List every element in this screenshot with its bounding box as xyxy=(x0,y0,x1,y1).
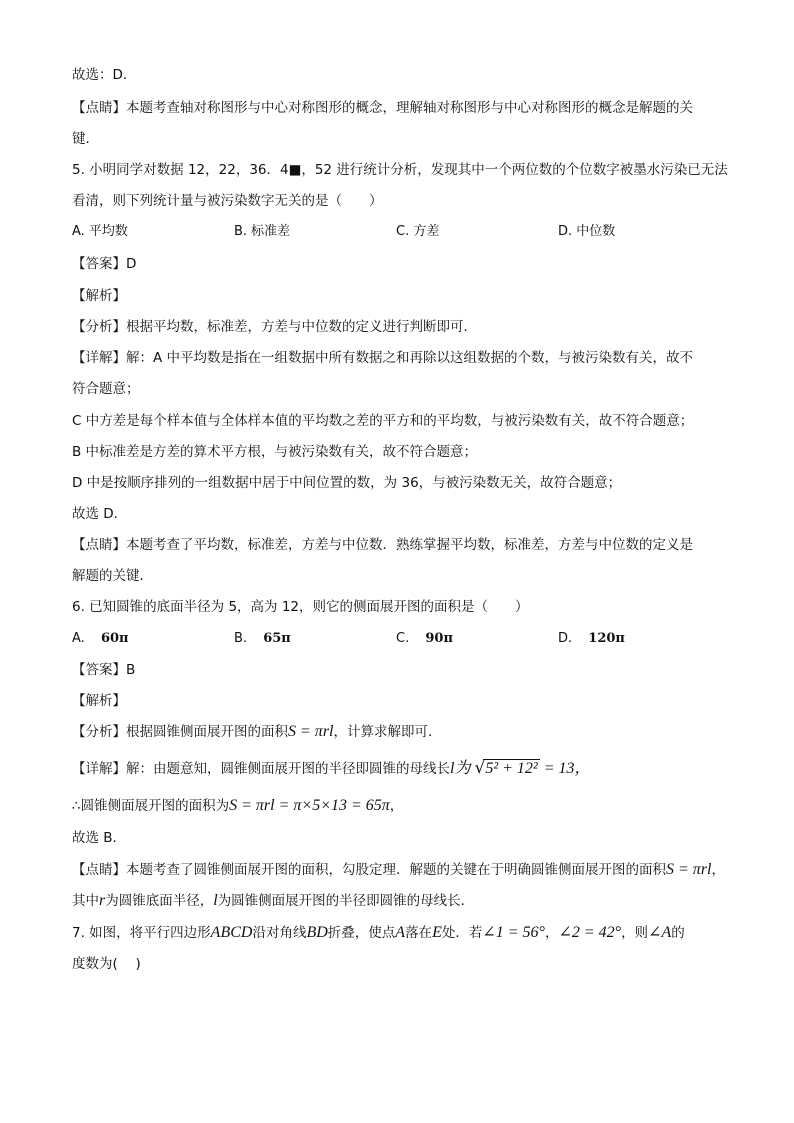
q6-option-d xyxy=(558,630,625,648)
formula: S = πrl xyxy=(666,861,712,878)
radical-sign: √ xyxy=(474,758,486,778)
text-line: 故选：D． xyxy=(72,67,137,83)
text-span: ， xyxy=(711,862,725,878)
variable-bd: BD xyxy=(306,924,328,941)
detail-text: 故选 D． xyxy=(72,506,128,522)
text-span: 为圆锥侧面展开图的半径即圆锥的母线长． xyxy=(217,893,475,909)
detail-text: 【详解】解：A 中平均数是指在一组数据中所有数据之和再除以这组数据的个数，与被污染数有关，故不 xyxy=(72,350,694,366)
detail-text: 故选 B． xyxy=(72,830,127,846)
variable-abcd: ABCD xyxy=(210,924,253,941)
q5-option-a: A. 平均数 xyxy=(72,224,128,239)
analysis-heading: 【解析】 xyxy=(72,693,126,709)
question-5-stem: 5. 小明同学对数据 12，22，36．4■，52 进行统计分析，发现其中一个两位数的个位数字被墨水污染已无法 xyxy=(72,162,728,178)
option-value: 90π xyxy=(425,631,453,646)
detail-text: 符合题意； xyxy=(72,381,140,397)
text-span: 7. 如图，将平行四边形 xyxy=(72,925,211,941)
formula: = 13， xyxy=(539,760,591,777)
detail-text: D 中是按顺序排列的一组数据中居于中间位置的数，为 36，与被污染数无关，故符合题意； xyxy=(72,475,622,491)
text-span: 其中 xyxy=(72,893,99,909)
text-span: 【详解】解：由题意知，圆锥侧面展开图的半径即圆锥的母线长 xyxy=(72,761,450,777)
question-7-stem: 度数为( ) xyxy=(72,956,141,972)
option-value: 65π xyxy=(263,631,291,646)
q5-option-d: D. 中位数 xyxy=(558,224,616,239)
variable-l: l xyxy=(450,760,455,777)
question-7-stem xyxy=(72,924,685,942)
detail-text: B 中标准差是方差的算术平方根，与被污染数有关，故不符合题意； xyxy=(72,444,478,460)
text-span: 为圆锥底面半径， xyxy=(105,893,214,909)
text-span: ，则 xyxy=(621,925,649,941)
angle-1: ∠1 = 56° xyxy=(482,924,545,941)
variable-r: r xyxy=(99,892,106,909)
comment-text xyxy=(72,861,725,879)
text-line: 键． xyxy=(72,131,99,147)
comment-text xyxy=(72,892,474,910)
text-span: 沿对角线 xyxy=(252,925,307,941)
option-label: D. xyxy=(558,631,573,646)
text-span: 处．若 xyxy=(441,925,483,941)
text-span: 【点睛】本题考查了圆锥侧面展开图的面积，勾股定理．解题的关键在于明确圆锥侧面展开图的面积 xyxy=(72,862,666,878)
q6-option-c xyxy=(396,630,453,648)
formula: S = πrl = π×5×13 = 65π xyxy=(229,797,390,814)
detail-text xyxy=(72,797,403,815)
analysis-text: 【分析】根据平均数，标准差，方差与中位数的定义进行判断即可． xyxy=(72,319,477,335)
text-span: 的 xyxy=(671,925,685,941)
text-span: ， xyxy=(544,925,559,941)
q6-option-a xyxy=(72,630,129,648)
detail-text xyxy=(72,759,591,778)
option-label: A. xyxy=(72,631,85,646)
variable-l: l xyxy=(213,892,218,909)
text-span: 落在 xyxy=(405,925,433,941)
variable-e: E xyxy=(432,924,442,941)
option-value: 120π xyxy=(588,631,625,646)
option-label: B. xyxy=(234,631,248,646)
equals-sign: 为 xyxy=(454,760,475,777)
q5-option-c: C. 方差 xyxy=(396,224,440,239)
option-value: 60π xyxy=(100,631,129,646)
variable-a: A xyxy=(395,924,406,941)
question-6-stem: 6. 已知圆锥的底面半径为 5，高为 12，则它的侧面展开图的面积是（ ） xyxy=(72,599,529,615)
question-5-stem: 看清，则下列统计量与被污染数字无关的是（ ） xyxy=(72,193,383,209)
analysis-heading: 【解析】 xyxy=(72,288,126,304)
comment-text: 【点睛】本题考查了平均数，标准差，方差与中位数．熟练掌握平均数，标准差，方差与中位数的定义是 xyxy=(72,537,693,553)
answer-label: 【答案】B xyxy=(72,662,136,678)
text-span: 折叠，使点 xyxy=(327,925,396,941)
text-span: ， xyxy=(389,798,404,814)
answer-label: 【答案】D xyxy=(72,256,137,272)
comment-text: 解题的关键． xyxy=(72,568,153,584)
text-span: 【分析】根据圆锥侧面展开图的面积 xyxy=(72,724,288,740)
option-label: C. xyxy=(396,631,410,646)
angle-2: ∠2 = 42° xyxy=(558,924,622,941)
angle-a: ∠A xyxy=(648,924,672,941)
q6-option-b xyxy=(234,630,291,648)
formula: S = πrl xyxy=(288,723,334,740)
text-line: 【点睛】本题考查轴对称图形与中心对称图形的概念，理解轴对称图形与中心对称图形的概念是解题的关 xyxy=(72,100,693,116)
q5-option-b: B. 标准差 xyxy=(234,224,291,239)
text-span: ∴圆锥侧面展开图的面积为 xyxy=(72,798,230,814)
sqrt-expression: 5² + 12² xyxy=(485,760,538,777)
text-span: ，计算求解即可． xyxy=(333,724,442,740)
detail-text: C 中方差是每个样本值与全体样本值的平均数之差的平方和的平均数，与被污染数有关，故不符合题意； xyxy=(72,413,694,429)
analysis-text xyxy=(72,723,441,741)
